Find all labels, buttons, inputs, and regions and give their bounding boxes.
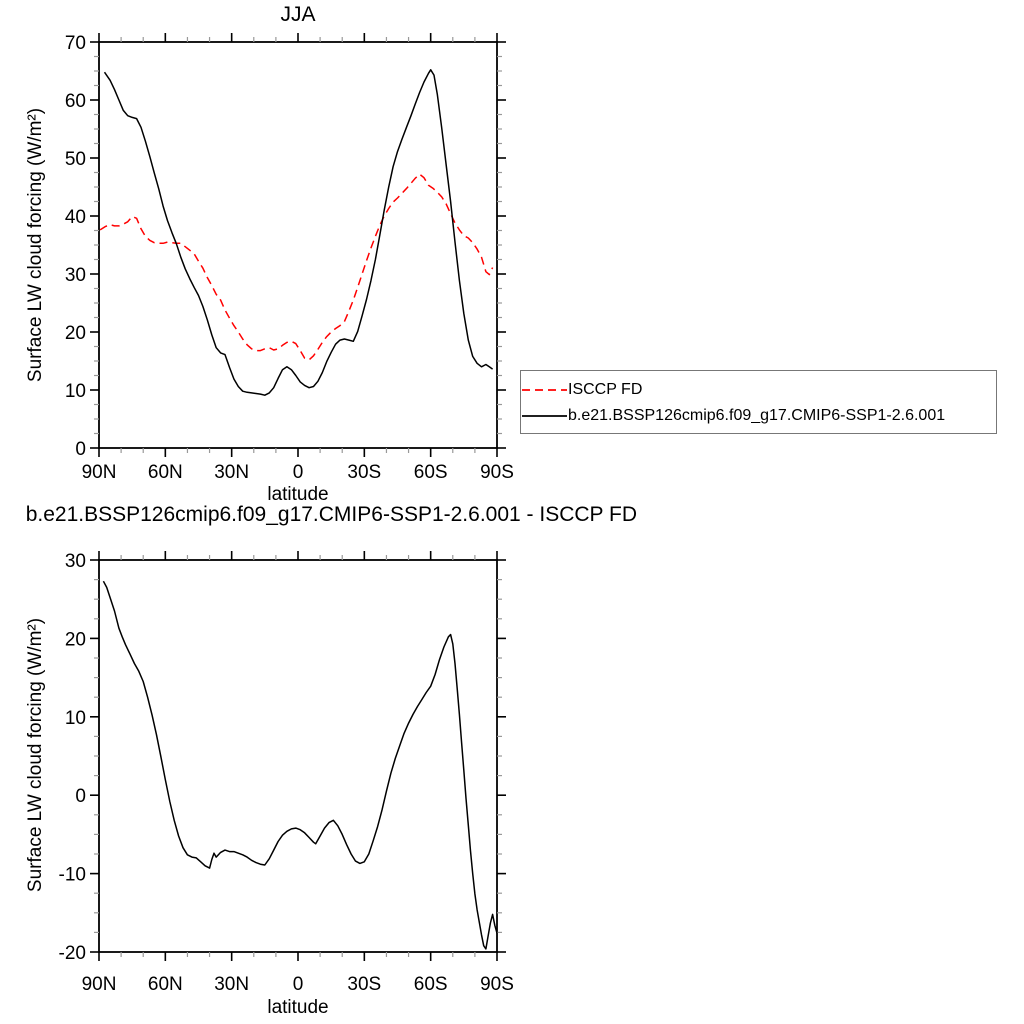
top-plot-frame <box>99 42 497 448</box>
bottom-x-tick-label: 60N <box>147 974 183 995</box>
legend-entry <box>521 403 996 429</box>
top-x-tick-label: 30N <box>214 462 250 483</box>
bottom-y-tick-label: -20 <box>58 943 86 964</box>
legend-entry-label: b.e21.BSSP126cmip6.f09_g17.CMIP6-SSP1-2.6.001 <box>568 407 946 424</box>
top-y-tick-label: 60 <box>64 91 86 112</box>
legend-swatch-line <box>521 387 568 393</box>
bottom-y-tick-label: 20 <box>64 629 86 651</box>
top-series-line <box>100 174 493 360</box>
top-x-tick-label: 60N <box>147 462 183 483</box>
bottom-x-tick-label: 0 <box>292 974 304 995</box>
bottom-y-tick-label: 10 <box>64 707 86 729</box>
top-x-tick-label: 60S <box>413 462 448 483</box>
bottom-x-tick-label: 60S <box>413 974 448 995</box>
top-chart-title: JJA <box>280 3 316 26</box>
top-series-line <box>105 70 493 395</box>
top-x-axis-label: latitude <box>267 484 329 505</box>
bottom-y-tick-label: -10 <box>58 864 86 886</box>
top-y-tick-label: 0 <box>75 439 86 460</box>
bottom-x-tick-label: 30S <box>347 974 382 995</box>
legend-entry <box>521 377 996 403</box>
legend-box <box>520 370 997 434</box>
top-y-tick-label: 10 <box>64 381 86 402</box>
top-y-tick-label: 50 <box>64 149 86 170</box>
bottom-x-axis-label: latitude <box>267 997 329 1018</box>
top-y-tick-label: 70 <box>64 33 86 54</box>
bottom-plot-frame <box>99 560 497 952</box>
bottom-x-tick-label: 90S <box>480 974 514 995</box>
bottom-x-tick-label: 90N <box>81 974 117 995</box>
top-x-tick-label: 0 <box>292 462 304 483</box>
bottom-series-line <box>103 581 497 949</box>
bottom-chart-title: b.e21.BSSP126cmip6.f09_g17.CMIP6-SSP1-2.6.001 - ISCCP FD <box>25 503 637 526</box>
bottom-x-tick-label: 30N <box>214 974 250 995</box>
top-x-tick-label: 90S <box>480 462 514 483</box>
bottom-y-tick-label: 0 <box>75 786 86 808</box>
top-y-tick-label: 20 <box>64 323 86 344</box>
legend-swatch-line <box>521 413 568 419</box>
bottom-y-tick-label: 30 <box>64 551 86 572</box>
top-x-tick-label: 30S <box>347 462 382 483</box>
top-x-tick-label: 90N <box>81 462 117 483</box>
top-y-tick-label: 30 <box>64 265 86 286</box>
top-y-tick-label: 40 <box>64 207 86 228</box>
top-y-axis-label: Surface LW cloud forcing (W/m²) <box>25 107 46 383</box>
bottom-y-axis-label: Surface LW cloud forcing (W/m²) <box>25 617 46 893</box>
legend-entry-label: ISCCP FD <box>568 381 643 398</box>
